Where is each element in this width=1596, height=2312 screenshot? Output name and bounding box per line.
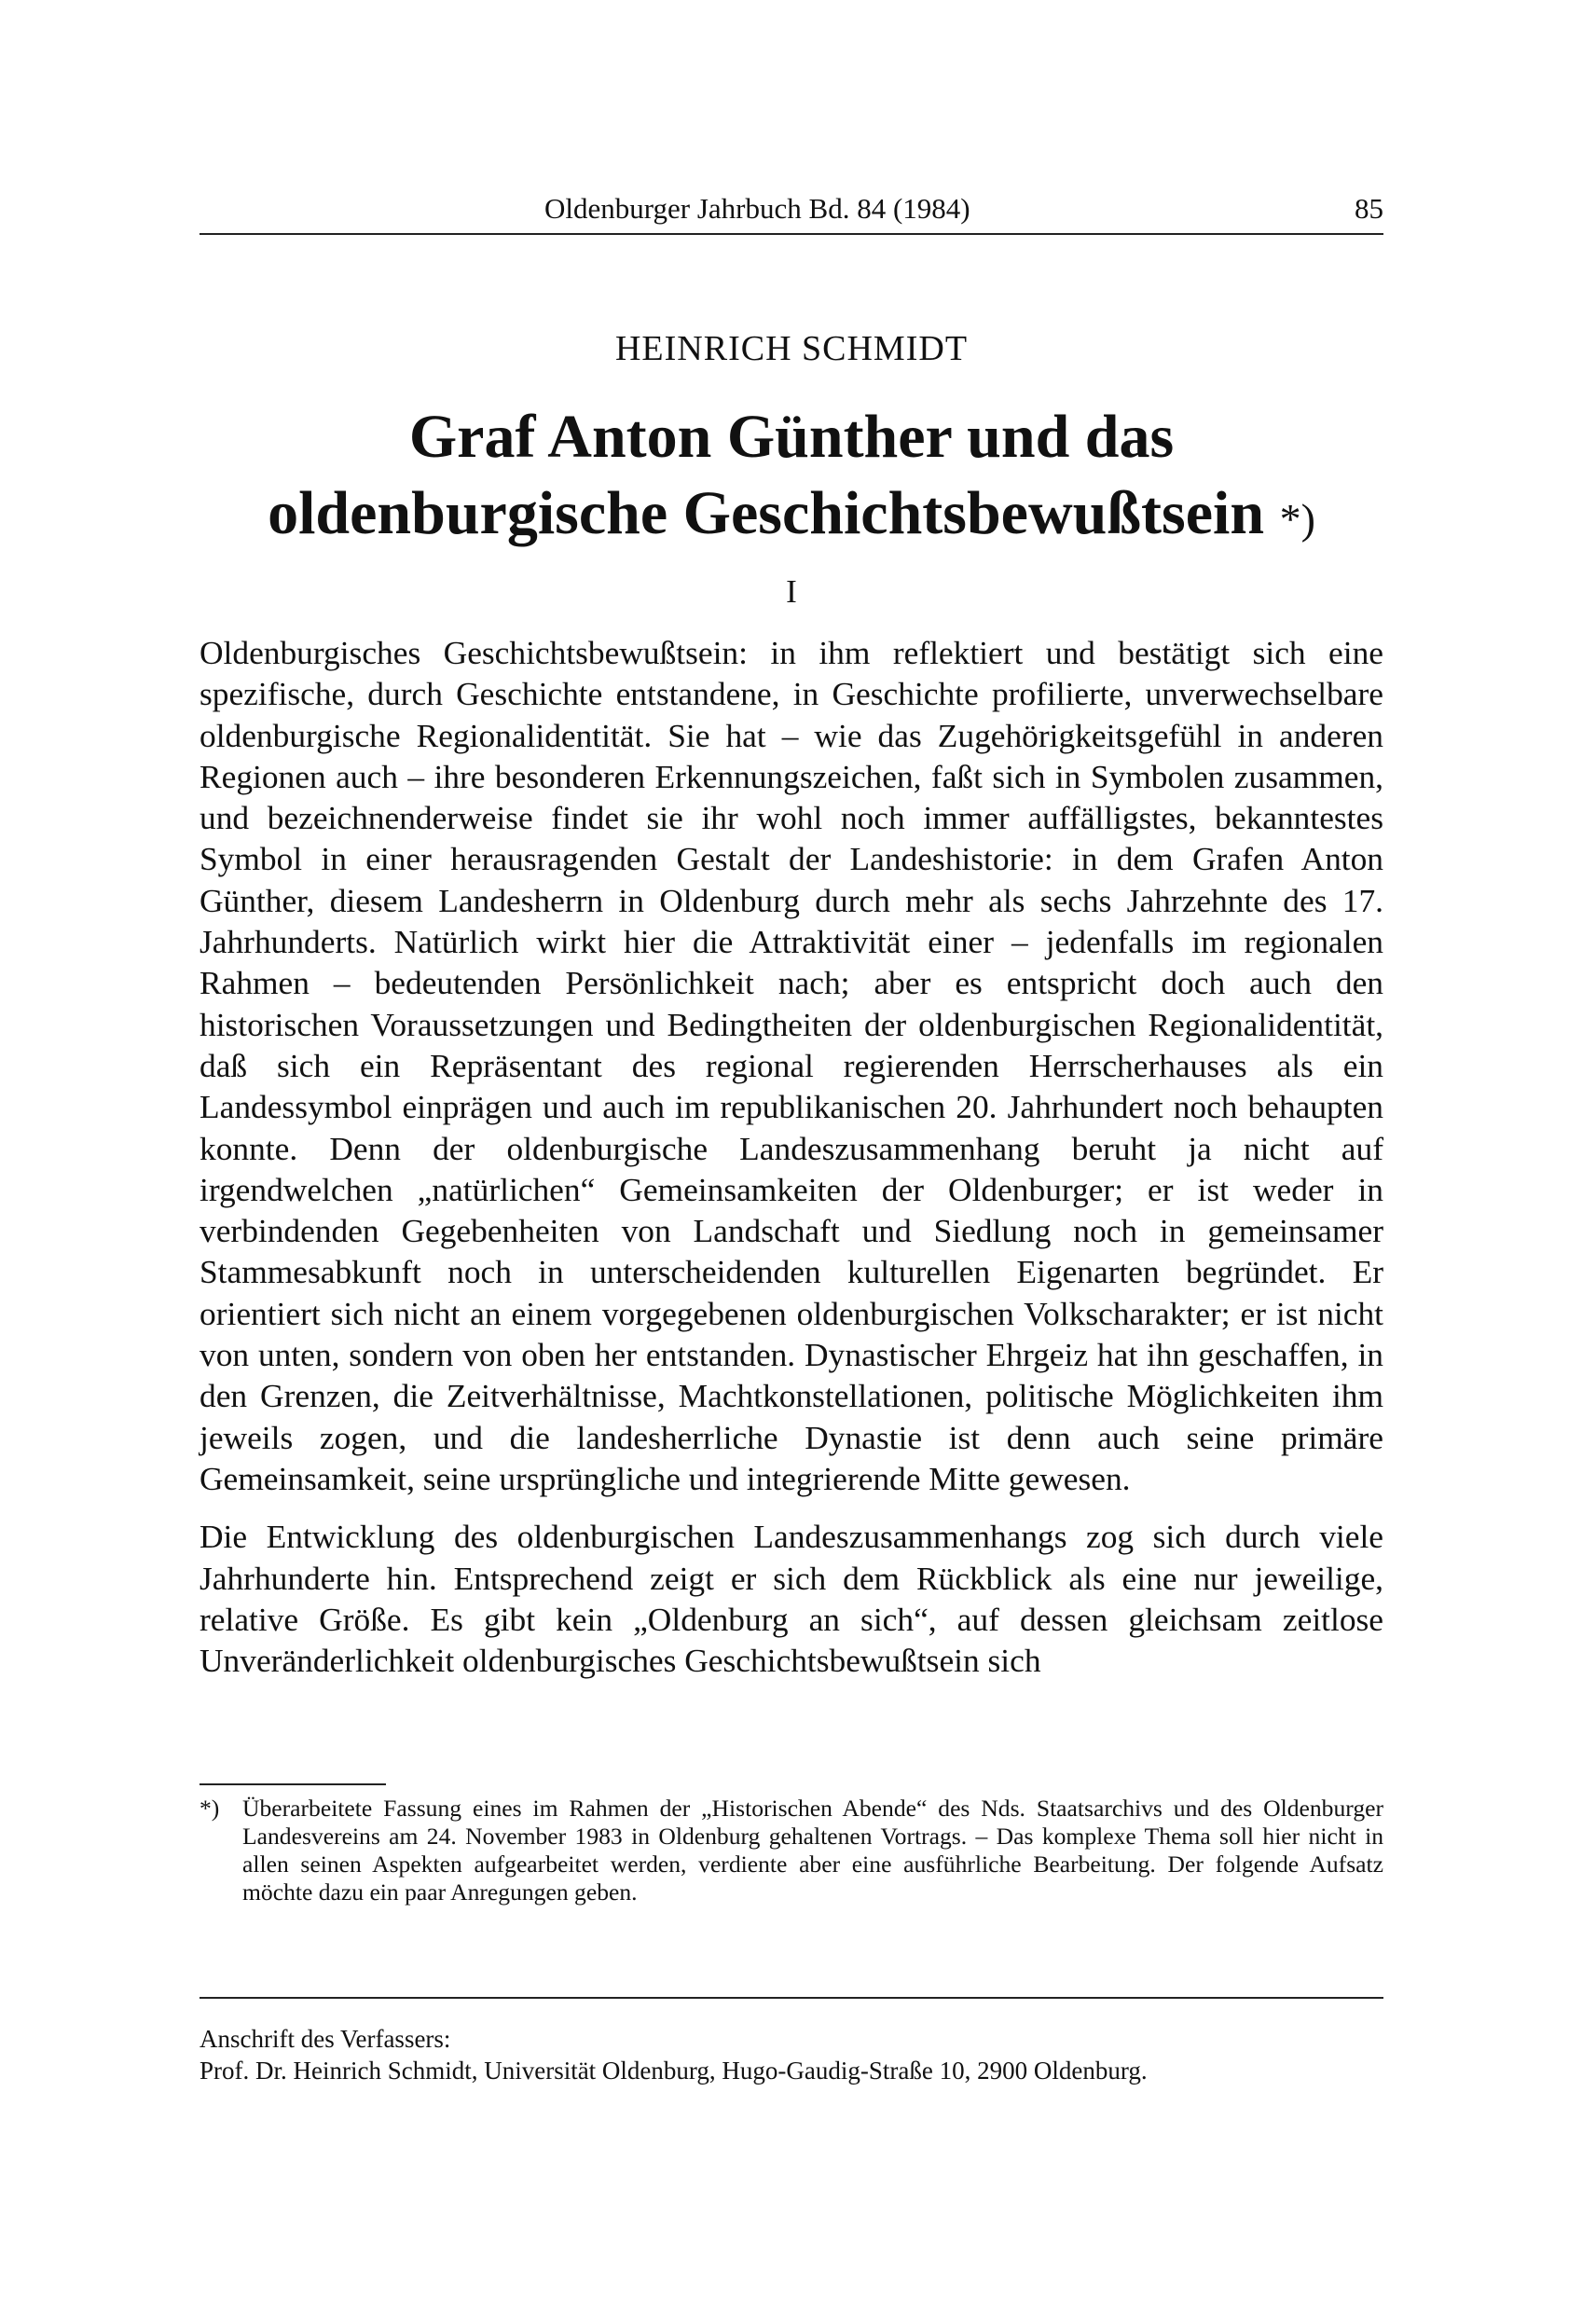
title-line-2	[200, 475, 1383, 557]
address-label: Anschrift des Verfassers:	[200, 2025, 451, 2053]
running-head	[200, 186, 1383, 235]
address-rule	[200, 1997, 1383, 1999]
journal-title: Oldenburger Jahrbuch Bd. 84 (1984)	[544, 192, 970, 225]
address-value: Prof. Dr. Heinrich Schmidt, Universität Oldenburg, Hugo-Gaudig-Straße 10, 2900 Oldenburg.	[200, 2057, 1148, 2085]
title-footnote-mark: *)	[1279, 495, 1315, 543]
paragraph-2: Die Entwicklung des oldenburgischen Landeszusammenhangs zog sich durch viele Jahrhunderte hin. Entsprechend zeigt er sich dem Rückblick als eine nur jeweilige, relative Größe. Es gibt kein „Oldenburg an sich“, auf dessen gleichsam zeitlose Unveränderlichkeit oldenburgisches Geschichtsbewußtsein sich	[200, 1518, 1383, 1680]
article-title	[200, 399, 1383, 557]
author-address	[200, 2023, 1383, 2086]
section-number: I	[786, 573, 797, 610]
title-line-1: Graf Anton Günther und das	[408, 403, 1175, 471]
body-text	[200, 632, 1383, 1681]
footnote-rule	[200, 1783, 386, 1785]
paragraph-1: Oldenburgisches Geschichtsbewußtsein: in ihm reflektiert und bestätigt sich eine spezifische, durch Geschichte entstandene, in Geschichte profilierte, unverwechselbare oldenburgische Regionalidentität. Sie hat – wie das Zugehörigkeitsgefühl in anderen Regionen auch – ihre besonderen Erkennungszeichen, faßt sich in Symbolen zusammen, und bezeichnenderweise findet sie ihr wohl noch immer auffälligstes, bekanntestes Symbol in einer herausragenden Gestalt der Landeshistorie: in dem Grafen Anton Günther, diesem Landesherrn in Oldenburg durch mehr als sechs Jahrzehnte des 17. Jahrhunderts. Natürlich wirkt hier die Attraktivität einer – jedenfalls im regionalen Rahmen – bedeutenden Persönlichkeit nach; aber es entspricht doch auch den historischen Voraussetzungen und Bedingtheiten der oldenburgischen Regionalidentität, daß sich ein Repräsentant des regional regierenden Herrscherhauses als ein Landessymbol einprägen und auch im republikanischen 20. Jahrhundert noch behaupten konnte. Denn der oldenburgische Landeszusammenhang beruht ja nicht auf irgendwelchen „natürlichen“ Gemeinsamkeiten der Oldenburger; er ist weder in verbindenden Gegebenheiten von Landschaft und Siedlung noch in gemeinsamer Stammesabkunft noch in unterscheidenden kulturellen Eigenarten begründet. Er orientiert sich nicht an einem vorgegebenen oldenburgischen Volkscharakter; er ist nicht von unten, sondern von oben her entstanden. Dynastischer Ehrgeiz hat ihn geschaffen, in den Grenzen, die Zeitverhältnisse, Machtkonstellationen, politische Möglichkeiten ihm jeweils zogen, und die landesherrliche Dynastie ist denn auch seine primäre Gemeinsamkeit, seine ursprüngliche und integrierende Mitte gewesen.	[200, 634, 1383, 1497]
footnote-mark: *)	[200, 1795, 220, 1822]
page-number: 85	[1355, 192, 1383, 225]
footnote	[200, 1795, 1383, 1906]
footnote-text: Überarbeitete Fassung eines im Rahmen der „Historischen Abende“ des Nds. Staatsarchivs und des Oldenburger Landesvereins am 24. November 1983 in Oldenburg gehaltenen Vortrags. – Das komplexe Thema soll hier nicht in allen seinen Aspekten aufgearbeitet werden, verdiente aber eine ausführliche Bearbeitung. Der folgende Aufsatz möchte dazu ein paar Anregungen geben.	[242, 1795, 1383, 1906]
author-name: HEINRICH SCHMIDT	[614, 329, 969, 368]
header-rule	[200, 233, 1383, 235]
title-line-2-text: oldenburgische Geschichtsbewußtsein	[268, 479, 1265, 547]
